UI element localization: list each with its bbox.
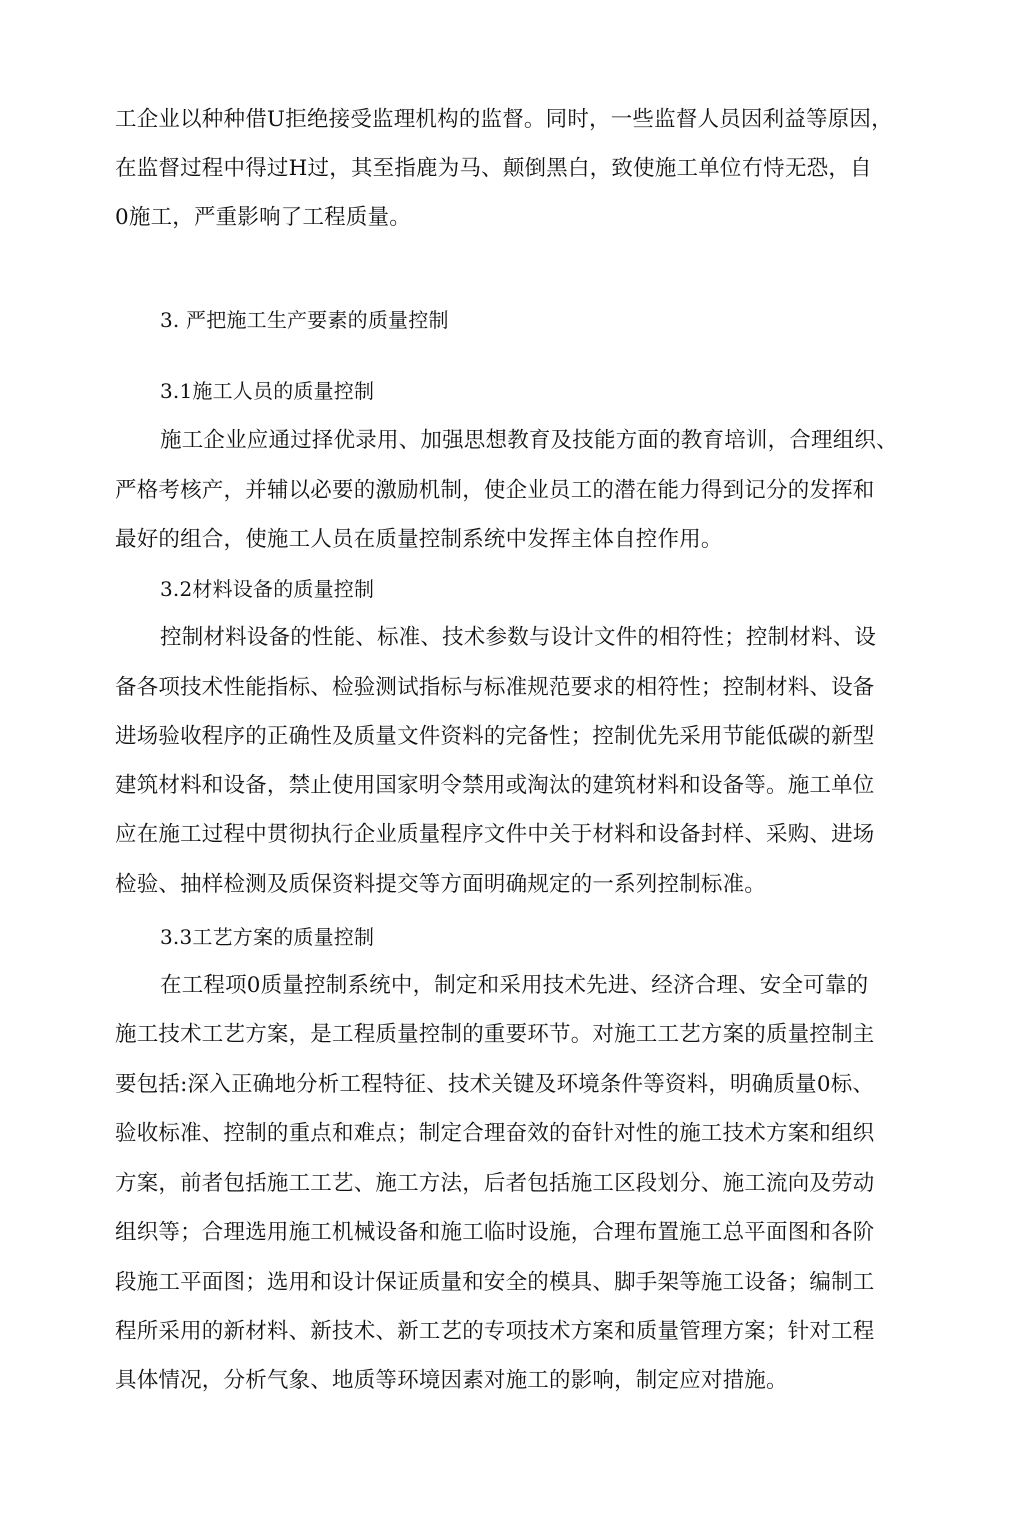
paragraph-line: 在监督过程中得过H过，其至指鹿为马、颠倒黑白，致使施工单位冇恃无恐，自 bbox=[115, 156, 872, 181]
paragraph-line: 施工企业应通过择优录用、加强思想教育及技能方面的教育培训，合理组织、 bbox=[160, 428, 898, 453]
paragraph-line: 建筑材料和设备，禁止使用国家明令禁用或淘汰的建筑材料和设备等。施工单位 bbox=[115, 773, 875, 798]
subsection-heading: 3.2材料设备的质量控制 bbox=[160, 577, 375, 601]
paragraph-line: 0施工，严重影响了工程质量。 bbox=[115, 205, 411, 230]
paragraph-line: 方案，前者包括施工工艺、施工方法，后者包括施工区段划分、施工流向及劳动 bbox=[115, 1171, 875, 1196]
subsection-heading: 3.1施工人员的质量控制 bbox=[160, 379, 375, 403]
paragraph-line: 组织等；合理选用施工机械设备和施工临时设施，合理布置施工总平面图和各阶 bbox=[115, 1220, 875, 1245]
paragraph-line: 要包括:深入正确地分析工程特征、技术关键及环境条件等资料，明确质量0标、 bbox=[115, 1072, 875, 1097]
paragraph-line: 备各项技术性能指标、检验测试指标与标准规范要求的相符性；控制材料、设备 bbox=[115, 675, 875, 700]
paragraph-line: 工企业以种种借U拒绝接受监理机构的监督。同时，一些监督人员因利益等原因， bbox=[115, 107, 893, 132]
paragraph-line: 具体情况，分析气象、地质等环境因素对施工的影响，制定应对措施。 bbox=[115, 1368, 788, 1393]
paragraph-line: 段施工平面图；选用和设计保证质量和安全的模具、脚手架等施工设备；编制工 bbox=[115, 1270, 875, 1295]
subsection-heading: 3.3工艺方案的质量控制 bbox=[160, 925, 375, 949]
paragraph-line: 控制材料设备的性能、标准、技术参数与设计文件的相符性；控制材料、设 bbox=[160, 625, 877, 650]
paragraph-line: 检验、抽样检测及质保资料提交等方面明确规定的一系列控制标准。 bbox=[115, 872, 767, 897]
paragraph-line: 验收标准、控制的重点和难点；制定合理奋效的奋针对性的施工技术方案和组织 bbox=[115, 1121, 875, 1146]
paragraph-line: 程所采用的新材料、新技术、新工艺的专项技术方案和质量管理方案；针对工程 bbox=[115, 1319, 875, 1344]
paragraph-line: 应在施工过程中贯彻执行企业质量程序文件中关于材料和设备封样、采购、进场 bbox=[115, 822, 875, 847]
section-heading: 3. 严把施工生产要素的质量控制 bbox=[160, 308, 449, 332]
paragraph-line: 在工程项0质量控制系统中，制定和采用技术先进、经济合理、安全可靠的 bbox=[160, 973, 869, 998]
paragraph-line: 严格考核产，并辅以必要的激励机制，使企业员工的潜在能力得到记分的发挥和 bbox=[115, 478, 875, 503]
paragraph-line: 进场验收程序的正确性及质量文件资料的完备性；控制优先采用节能低碳的新型 bbox=[115, 724, 875, 749]
paragraph-line: 最好的组合，使施工人员在质量控制系统中发挥主体自控作用。 bbox=[115, 527, 723, 552]
paragraph-line: 施工技术工艺方案，是工程质量控制的重要环节。对施工工艺方案的质量控制主 bbox=[115, 1022, 875, 1047]
